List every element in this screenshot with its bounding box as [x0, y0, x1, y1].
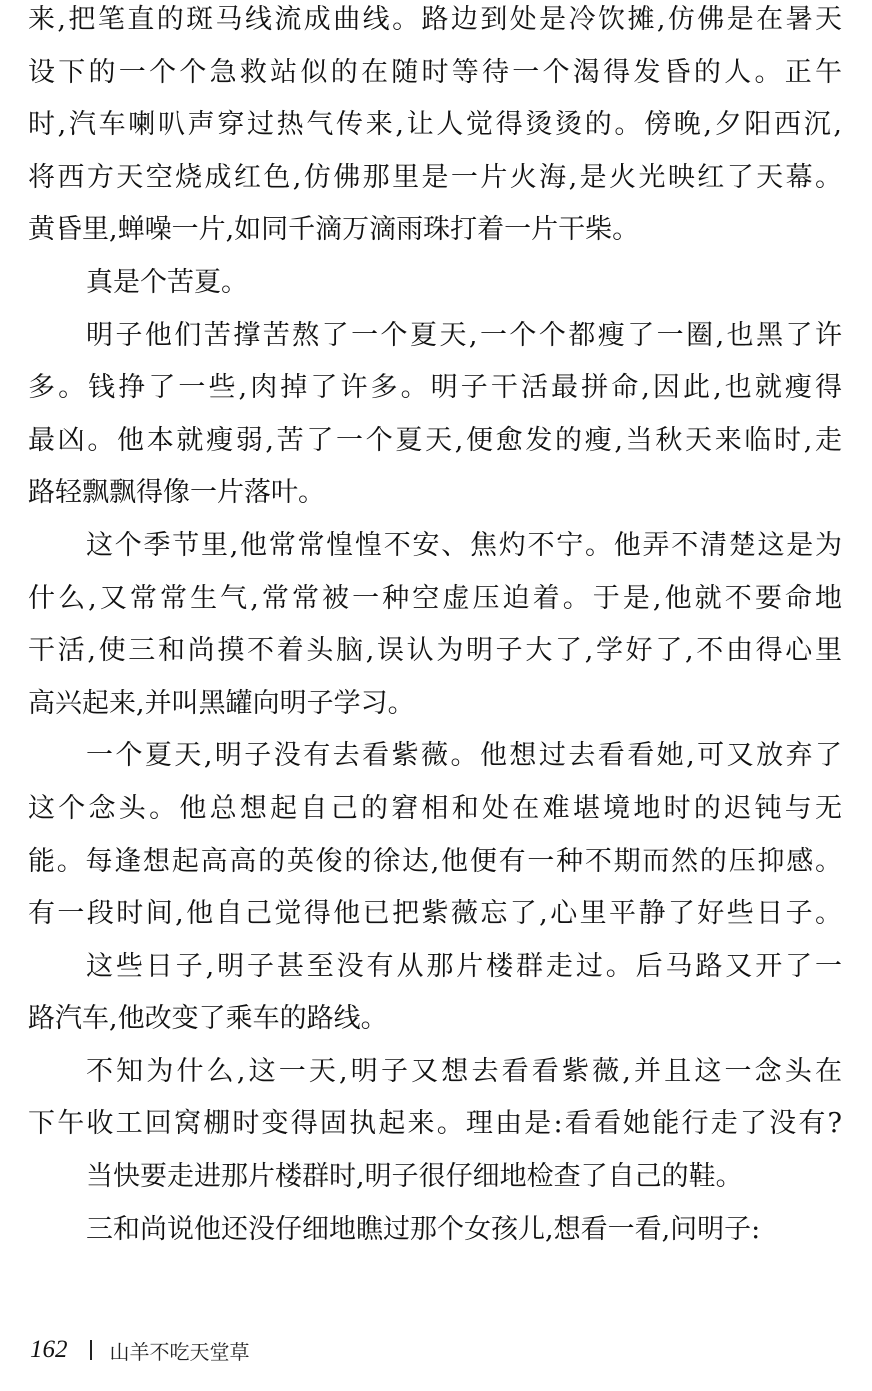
text-line: 这个念头。他总想起自己的窘相和处在难堪境地时的迟钝与无 [28, 792, 842, 824]
text-line: 下午收工回窝棚时变得固执起来。理由是:看看她能行走了没有? [28, 1108, 842, 1140]
text-line: 多。钱挣了一些,肉掉了许多。明子干活最拼命,因此,也就瘦得 [28, 372, 842, 404]
text-line: 这个季节里,他常常惶惶不安、焦灼不宁。他弄不清楚这是为 [86, 529, 842, 561]
paragraph [28, 0, 842, 257]
text-line: 路轻飘飘得像一片落叶。 [28, 477, 325, 509]
text-line: 路汽车,他改变了乘车的路线。 [28, 1003, 388, 1035]
body-text [28, 0, 842, 1256]
text-line: 时,汽车喇叭声穿过热气传来,让人觉得烫烫的。傍晚,夕阳西沉, [28, 109, 842, 141]
paragraph [28, 520, 842, 730]
text-line: 有一段时间,他自己觉得他已把紫薇忘了,心里平静了好些日子。 [28, 898, 842, 930]
page-footer [30, 1332, 250, 1368]
text-line: 一个夏天,明子没有去看紫薇。他想过去看看她,可又放弃了 [86, 740, 842, 772]
text-line: 来,把笔直的斑马线流成曲线。路边到处是冷饮摊,仿佛是在暑天 [28, 4, 842, 35]
paragraph [28, 941, 842, 1046]
footer-divider [90, 1340, 92, 1360]
text-line: 不知为什么,这一天,明子又想去看看紫薇,并且这一念头在 [86, 1055, 842, 1087]
paragraph [28, 1151, 842, 1204]
text-line: 什么,又常常生气,常常被一种空虚压迫着。于是,他就不要命地 [28, 582, 842, 614]
paragraph [28, 1046, 842, 1151]
page-number: 162 [30, 1336, 68, 1363]
text-line: 黄昏里,蝉噪一片,如同千滴万滴雨珠打着一片干柴。 [28, 214, 640, 246]
text-line: 高兴起来,并叫黑罐向明子学习。 [28, 687, 415, 719]
paragraph [28, 310, 842, 520]
text-line: 真是个苦夏。 [86, 266, 248, 298]
text-line: 最凶。他本就瘦弱,苦了一个夏天,便愈发的瘦,当秋天来临时,走 [28, 424, 842, 456]
book-title: 山羊不吃天堂草 [109, 1339, 250, 1364]
paragraph [28, 730, 842, 940]
paragraph [28, 257, 842, 310]
text-line: 干活,使三和尚摸不着头脑,误认为明子大了,学好了,不由得心里 [28, 635, 842, 667]
text-line: 三和尚说他还没仔细地瞧过那个女孩儿,想看一看,问明子: [86, 1213, 761, 1245]
text-line: 能。每逢想起高高的英俊的徐达,他便有一种不期而然的压抑感。 [28, 845, 842, 877]
text-line: 将西方天空烧成红色,仿佛那里是一片火海,是火光映红了天幕。 [28, 161, 842, 193]
text-line: 明子他们苦撑苦熬了一个夏天,一个个都瘦了一圈,也黑了许 [86, 319, 842, 351]
text-line: 这些日子,明子甚至没有从那片楼群走过。后马路又开了一 [86, 950, 842, 982]
text-line: 当快要走进那片楼群时,明子很仔细地检查了自己的鞋。 [86, 1161, 743, 1193]
text-line: 设下的一个个急救站似的在随时等待一个渴得发昏的人。正午 [28, 56, 842, 88]
paragraph [28, 1204, 842, 1257]
